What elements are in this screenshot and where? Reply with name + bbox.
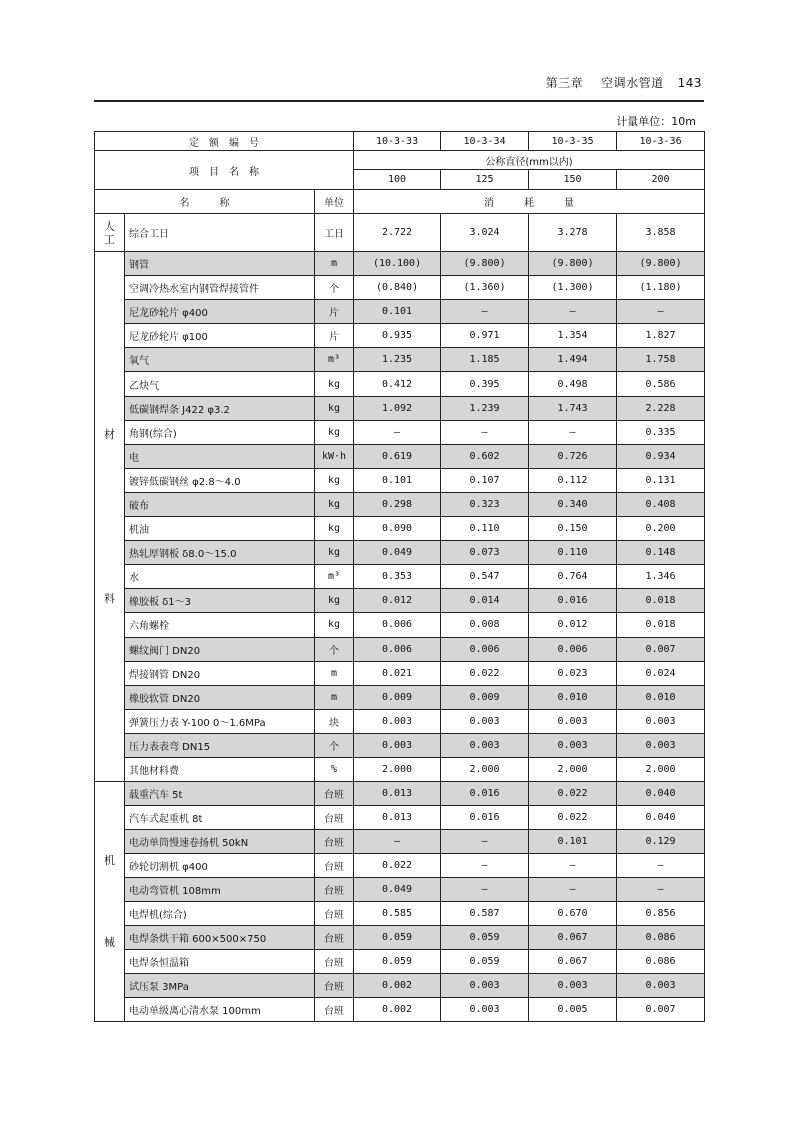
item-unit: % <box>315 757 354 781</box>
consumption-value: 0.587 <box>441 902 529 926</box>
nominal-diameter-label: 公称直径(mm以内) <box>354 151 705 170</box>
consumption-value: 0.086 <box>617 950 705 974</box>
item-name: 六角螺栓 <box>125 613 315 637</box>
consumption-value: 0.200 <box>617 517 705 541</box>
consumption-value: 0.003 <box>529 974 617 998</box>
consumption-value: 0.003 <box>441 998 529 1022</box>
consumption-value: 3.858 <box>617 214 705 252</box>
consumption-value: 0.059 <box>354 926 441 950</box>
consumption-value: 0.934 <box>617 444 705 468</box>
table-row <box>95 950 705 974</box>
consumption-value: 0.013 <box>354 806 441 830</box>
consumption-value: 0.602 <box>441 444 529 468</box>
table-row <box>95 854 705 878</box>
item-name: 角钢(综合) <box>125 420 315 444</box>
consumption-value: 0.010 <box>529 685 617 709</box>
quota-code-cell: 10-3-33 <box>354 132 441 151</box>
item-name: 汽车式起重机 8t <box>125 806 315 830</box>
consumption-value: 2.722 <box>354 214 441 252</box>
consumption-value: 0.007 <box>617 637 705 661</box>
item-unit: 台班 <box>315 974 354 998</box>
item-name: 破布 <box>125 492 315 516</box>
consumption-value: 0.059 <box>441 926 529 950</box>
consumption-value: 0.059 <box>354 950 441 974</box>
header-rule <box>94 100 704 102</box>
table-row <box>95 998 705 1022</box>
unit-note: 计量单位：10m <box>616 115 696 128</box>
item-name: 电动单筒慢速卷扬机 50kN <box>125 830 315 854</box>
item-unit: m³ <box>315 565 354 589</box>
consumption-value: 0.585 <box>354 902 441 926</box>
consumption-value: 2.000 <box>617 757 705 781</box>
category-machine <box>95 782 125 1022</box>
consumption-value: 1.743 <box>529 396 617 420</box>
item-unit: 台班 <box>315 830 354 854</box>
consumption-value: 2.228 <box>617 396 705 420</box>
category-labor <box>95 214 125 252</box>
consumption-value: 0.148 <box>617 541 705 565</box>
consumption-value: 0.764 <box>529 565 617 589</box>
consumption-value: 0.003 <box>617 733 705 757</box>
consumption-value: 0.067 <box>529 926 617 950</box>
table-row <box>95 396 705 420</box>
table-row <box>95 589 705 613</box>
consumption-value: 1.494 <box>529 348 617 372</box>
consumption-value: 0.110 <box>441 517 529 541</box>
consumption-value: 0.023 <box>529 661 617 685</box>
consumption-value: 0.856 <box>617 902 705 926</box>
consumption-value: (0.840) <box>354 276 441 300</box>
section-title: 空调水管道 <box>601 76 664 90</box>
consumption-value: 1.235 <box>354 348 441 372</box>
item-unit: 片 <box>315 300 354 324</box>
table-row <box>95 637 705 661</box>
table-row <box>95 372 705 396</box>
category-label: 机 <box>104 853 115 867</box>
item-unit: 个 <box>315 276 354 300</box>
consumption-value: 0.008 <box>441 613 529 637</box>
consumption-value: 1.239 <box>441 396 529 420</box>
table-row <box>95 252 705 276</box>
item-name: 尼龙砂轮片 φ100 <box>125 324 315 348</box>
consumption-value: 2.000 <box>354 757 441 781</box>
consumption-value: — <box>441 420 529 444</box>
table-row <box>95 974 705 998</box>
quota-code-cell: 10-3-36 <box>617 132 705 151</box>
item-unit: kg <box>315 589 354 613</box>
consumption-value: 0.003 <box>441 709 529 733</box>
item-unit: 块 <box>315 709 354 733</box>
consumption-value: — <box>441 830 529 854</box>
consumption-value: 0.022 <box>529 782 617 806</box>
item-unit: kg <box>315 396 354 420</box>
quota-code-label: 定 额 编 号 <box>95 132 354 151</box>
item-unit: m³ <box>315 348 354 372</box>
item-unit: kW·h <box>315 444 354 468</box>
consumption-value: 0.101 <box>529 830 617 854</box>
consumption-value: (9.800) <box>529 252 617 276</box>
page-number: 143 <box>677 76 702 90</box>
item-unit: kg <box>315 372 354 396</box>
item-unit: kg <box>315 517 354 541</box>
table-row <box>95 565 705 589</box>
consumption-value: 0.018 <box>617 589 705 613</box>
table-row <box>95 926 705 950</box>
consumption-value: (1.360) <box>441 276 529 300</box>
consumption-value: — <box>441 878 529 902</box>
category-label: 材 <box>104 428 115 442</box>
consumption-value: 0.003 <box>529 709 617 733</box>
table-row <box>95 420 705 444</box>
consumption-value: 0.067 <box>529 950 617 974</box>
item-name: 尼龙砂轮片 φ400 <box>125 300 315 324</box>
item-name: 电焊机(综合) <box>125 902 315 926</box>
consumption-value: 0.670 <box>529 902 617 926</box>
table-row <box>95 709 705 733</box>
consumption-value: 0.010 <box>617 685 705 709</box>
consumption-value: 0.131 <box>617 468 705 492</box>
item-unit: kg <box>315 613 354 637</box>
consumption-value: 0.005 <box>529 998 617 1022</box>
consumption-value: 1.758 <box>617 348 705 372</box>
consumption-value: — <box>441 854 529 878</box>
consumption-value: 0.006 <box>529 637 617 661</box>
col-unit-header: 单位 <box>315 190 354 214</box>
table-row <box>95 733 705 757</box>
item-name: 橡胶软管 DN20 <box>125 685 315 709</box>
column-header-row <box>95 190 705 214</box>
consumption-value: 0.408 <box>617 492 705 516</box>
table-row <box>95 444 705 468</box>
consumption-value: 0.002 <box>354 974 441 998</box>
item-name: 空调冷热水室内钢管焊接管件 <box>125 276 315 300</box>
item-name: 橡胶板 δ1～3 <box>125 589 315 613</box>
consumption-value: 1.185 <box>441 348 529 372</box>
consumption-value: 0.040 <box>617 806 705 830</box>
consumption-value: 0.935 <box>354 324 441 348</box>
item-name: 载重汽车 5t <box>125 782 315 806</box>
consumption-value: — <box>617 854 705 878</box>
table-row <box>95 878 705 902</box>
consumption-value: 0.002 <box>354 998 441 1022</box>
quota-code-row <box>95 132 705 151</box>
table-row <box>95 517 705 541</box>
item-unit: 台班 <box>315 854 354 878</box>
consumption-value: 0.016 <box>441 806 529 830</box>
page-header <box>94 74 702 92</box>
consumption-value: 2.000 <box>441 757 529 781</box>
item-name: 电焊条烘干箱 600×500×750 <box>125 926 315 950</box>
diameter-cell: 200 <box>617 170 705 190</box>
item-name-label: 项 目 名 称 <box>95 151 354 190</box>
consumption-value: 0.586 <box>617 372 705 396</box>
consumption-value: 0.003 <box>529 733 617 757</box>
consumption-value: 0.003 <box>354 709 441 733</box>
item-name: 螺纹阀门 DN20 <box>125 637 315 661</box>
consumption-value: — <box>354 420 441 444</box>
consumption-value: (1.300) <box>529 276 617 300</box>
diameter-cell: 100 <box>354 170 441 190</box>
consumption-value: 0.022 <box>529 806 617 830</box>
item-unit: m <box>315 685 354 709</box>
consumption-value: 0.547 <box>441 565 529 589</box>
item-unit: 个 <box>315 733 354 757</box>
consumption-value: 0.059 <box>441 950 529 974</box>
table-row <box>95 685 705 709</box>
consumption-value: 1.827 <box>617 324 705 348</box>
consumption-value: 0.016 <box>441 782 529 806</box>
consumption-value: 1.354 <box>529 324 617 348</box>
consumption-value: 0.022 <box>441 661 529 685</box>
chapter-label: 第三章 <box>545 76 584 90</box>
consumption-value: 3.024 <box>441 214 529 252</box>
consumption-value: 0.016 <box>529 589 617 613</box>
item-name: 乙炔气 <box>125 372 315 396</box>
item-name: 电焊条恒温箱 <box>125 950 315 974</box>
consumption-value: 0.003 <box>354 733 441 757</box>
item-name: 镀锌低碳钢丝 φ2.8～4.0 <box>125 468 315 492</box>
category-label: 人工 <box>104 219 115 246</box>
table-row <box>95 806 705 830</box>
consumption-value: 0.014 <box>441 589 529 613</box>
consumption-value: 0.049 <box>354 878 441 902</box>
consumption-value: 0.110 <box>529 541 617 565</box>
item-unit: 台班 <box>315 926 354 950</box>
item-unit: 台班 <box>315 902 354 926</box>
consumption-value: — <box>354 830 441 854</box>
item-unit: 台班 <box>315 782 354 806</box>
consumption-value: 0.012 <box>354 589 441 613</box>
item-unit: 片 <box>315 324 354 348</box>
item-name: 机油 <box>125 517 315 541</box>
consumption-value: 0.395 <box>441 372 529 396</box>
item-unit: 台班 <box>315 878 354 902</box>
item-unit: 台班 <box>315 950 354 974</box>
consumption-value: (10.100) <box>354 252 441 276</box>
item-name: 焊接钢管 DN20 <box>125 661 315 685</box>
item-name: 氧气 <box>125 348 315 372</box>
item-unit: 个 <box>315 637 354 661</box>
consumption-value: 0.150 <box>529 517 617 541</box>
consumption-value: 3.278 <box>529 214 617 252</box>
consumption-value: 0.009 <box>354 685 441 709</box>
consumption-value: 0.129 <box>617 830 705 854</box>
item-unit: 台班 <box>315 806 354 830</box>
consumption-value: — <box>617 300 705 324</box>
consumption-value: 0.006 <box>354 613 441 637</box>
col-name-header: 名 称 <box>95 190 315 214</box>
consumption-value: — <box>529 854 617 878</box>
consumption-value: 0.073 <box>441 541 529 565</box>
consumption-value: 0.022 <box>354 854 441 878</box>
consumption-value: 0.090 <box>354 517 441 541</box>
table-row <box>95 300 705 324</box>
item-name: 其他材料费 <box>125 757 315 781</box>
consumption-value: 0.619 <box>354 444 441 468</box>
category-label: 械 <box>104 936 115 950</box>
consumption-value: 0.003 <box>617 974 705 998</box>
item-name: 试压泵 3MPa <box>125 974 315 998</box>
item-name: 热轧厚钢板 δ8.0～15.0 <box>125 541 315 565</box>
consumption-value: 0.086 <box>617 926 705 950</box>
table-row <box>95 830 705 854</box>
item-name: 水 <box>125 565 315 589</box>
consumption-value: (9.800) <box>441 252 529 276</box>
item-unit: kg <box>315 541 354 565</box>
item-name: 钢管 <box>125 252 315 276</box>
item-unit: kg <box>315 468 354 492</box>
table-row <box>95 541 705 565</box>
item-name: 弹簧压力表 Y-100 0～1.6MPa <box>125 709 315 733</box>
consumption-value: 0.009 <box>441 685 529 709</box>
consumption-value: 0.971 <box>441 324 529 348</box>
table-row <box>95 661 705 685</box>
item-name: 综合工日 <box>125 214 315 252</box>
consumption-value: (1.180) <box>617 276 705 300</box>
consumption-value: 0.013 <box>354 782 441 806</box>
category-label: 料 <box>104 591 115 605</box>
consumption-value: 0.340 <box>529 492 617 516</box>
item-name: 砂轮切割机 φ400 <box>125 854 315 878</box>
category-material <box>95 252 125 782</box>
consumption-value: — <box>529 300 617 324</box>
consumption-value: 0.040 <box>617 782 705 806</box>
consumption-value: 0.298 <box>354 492 441 516</box>
item-unit: kg <box>315 492 354 516</box>
table-row <box>95 492 705 516</box>
table-row <box>95 348 705 372</box>
consumption-value: 2.000 <box>529 757 617 781</box>
table-row <box>95 468 705 492</box>
nominal-diameter-row <box>95 151 705 170</box>
quota-code-cell: 10-3-35 <box>529 132 617 151</box>
consumption-value: (9.800) <box>617 252 705 276</box>
consumption-value: 0.012 <box>529 613 617 637</box>
consumption-value: 0.003 <box>617 709 705 733</box>
consumption-value: 0.024 <box>617 661 705 685</box>
item-name: 压力表表弯 DN15 <box>125 733 315 757</box>
table-row <box>95 902 705 926</box>
diameter-cell: 125 <box>441 170 529 190</box>
consumption-value: 0.101 <box>354 468 441 492</box>
quota-table <box>94 131 705 1022</box>
table-row <box>95 782 705 806</box>
item-unit: kg <box>315 420 354 444</box>
consumption-value: 0.726 <box>529 444 617 468</box>
consumption-value: 0.006 <box>441 637 529 661</box>
item-name: 电动单级离心清水泵 100mm <box>125 998 315 1022</box>
consumption-value: 0.353 <box>354 565 441 589</box>
diameter-cell: 150 <box>529 170 617 190</box>
item-name: 电动弯管机 108mm <box>125 878 315 902</box>
item-unit: 台班 <box>315 998 354 1022</box>
consumption-value: 1.092 <box>354 396 441 420</box>
table-row <box>95 324 705 348</box>
consumption-value: — <box>529 420 617 444</box>
consumption-value: 0.003 <box>441 974 529 998</box>
consumption-value: 0.335 <box>617 420 705 444</box>
table-row <box>95 276 705 300</box>
item-name: 低碳钢焊条 J422 φ3.2 <box>125 396 315 420</box>
consumption-value: 0.003 <box>441 733 529 757</box>
consumption-value: 0.101 <box>354 300 441 324</box>
consumption-value: 0.412 <box>354 372 441 396</box>
table-row <box>95 214 705 252</box>
consumption-value: 0.007 <box>617 998 705 1022</box>
table-row <box>95 613 705 637</box>
consumption-value: 0.006 <box>354 637 441 661</box>
item-name: 电 <box>125 444 315 468</box>
consumption-value: 0.018 <box>617 613 705 637</box>
item-unit: m <box>315 661 354 685</box>
item-unit: m <box>315 252 354 276</box>
consumption-value: — <box>529 878 617 902</box>
consumption-value: 1.346 <box>617 565 705 589</box>
consumption-value: 0.498 <box>529 372 617 396</box>
quota-code-cell: 10-3-34 <box>441 132 529 151</box>
consumption-value: — <box>441 300 529 324</box>
consumption-value: 0.107 <box>441 468 529 492</box>
item-unit: 工日 <box>315 214 354 252</box>
consumption-value: 0.021 <box>354 661 441 685</box>
table-row <box>95 757 705 781</box>
col-consumption-header: 消 耗 量 <box>354 190 705 214</box>
consumption-value: 0.112 <box>529 468 617 492</box>
consumption-value: 0.323 <box>441 492 529 516</box>
consumption-value: 0.049 <box>354 541 441 565</box>
consumption-value: — <box>617 878 705 902</box>
